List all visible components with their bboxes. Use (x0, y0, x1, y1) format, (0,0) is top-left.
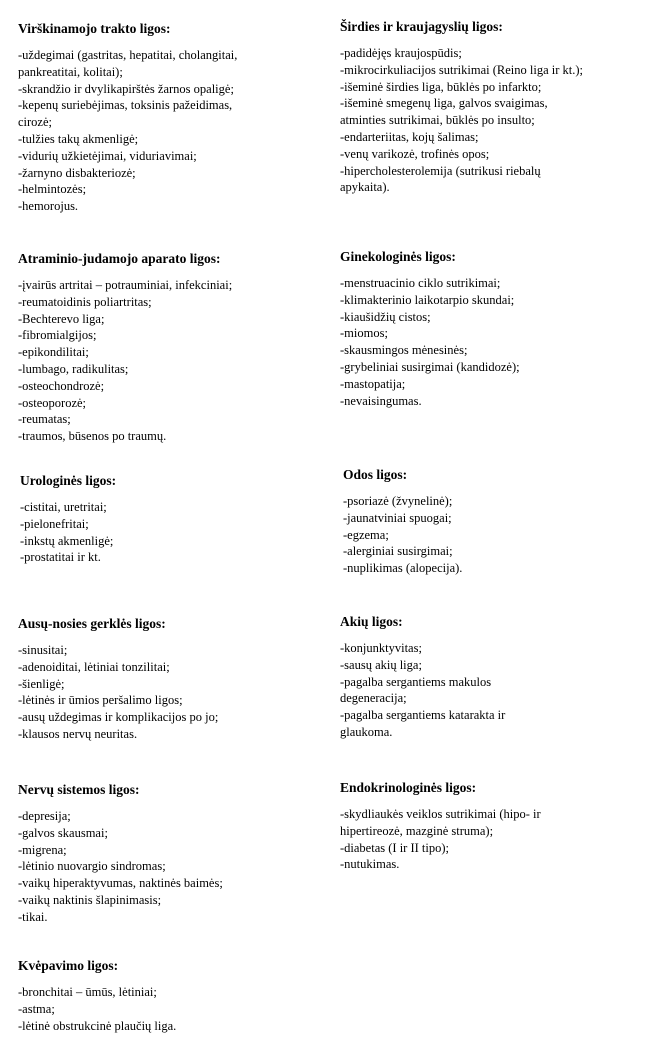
section-title: Nervų sistemos ligos: (18, 782, 140, 797)
section-title: Širdies ir kraujagyslių ligos: (340, 19, 503, 34)
list-item: -klimakterinio laikotarpio skundai; (340, 292, 515, 307)
list-item: -egzema; (343, 527, 389, 542)
list-item: -šienligė; (18, 676, 65, 691)
list-item: -vidurių užkietėjimai, viduriavimai; (18, 148, 197, 163)
list-item: -depresija; (18, 809, 71, 823)
item-list (18, 277, 308, 445)
section-title: Kvėpavimo ligos: (18, 958, 119, 973)
section-title: Ausų-nosies gerklės ligos: (18, 616, 166, 631)
list-item: -žarnyno disbakteriozė; (18, 165, 136, 180)
section-title: Atraminio-judamojo aparato ligos: (18, 251, 221, 266)
item-list (18, 984, 308, 1034)
list-item: -galvos skausmai; (18, 825, 108, 840)
list-item: -lėtinė obstrukcinė plaučių liga. (18, 1018, 177, 1033)
item-list (18, 47, 308, 215)
list-item: -išeminė širdies liga, būklės po infarkto; (340, 79, 542, 94)
section-ent (18, 615, 308, 743)
list-item: -nutukimas. (340, 857, 400, 872)
list-item: -grybeliniai susirgimai (kandidozė); (340, 359, 520, 374)
list-item: -prostatitai ir kt. (20, 550, 101, 565)
list-item: -skausmingos mėnesinės; (340, 343, 468, 358)
list-item: -nuplikimas (alopecija). (343, 561, 463, 576)
list-item: -lėtinės ir ūmios peršalimo ligos; (18, 693, 183, 708)
list-item: -mastopatija; (340, 376, 406, 391)
section-nervous (18, 781, 308, 926)
item-list (340, 45, 630, 196)
list-item: hipertireozė, mazginė struma); (340, 823, 494, 838)
list-item: -uždegimai (gastritas, hepatitai, cholangitai, (18, 48, 238, 62)
item-list (343, 493, 633, 577)
list-item: pankreatitai, kolitai); (18, 64, 123, 79)
list-item: -venų varikozė, trofinės opos; (340, 146, 490, 161)
list-item: -pagalba sergantiems makulos (340, 674, 492, 689)
item-list (340, 275, 630, 409)
list-item: apykaita). (340, 180, 390, 195)
section-eye (340, 613, 630, 741)
list-item: -padidėjęs kraujospūdis; (340, 46, 462, 60)
list-item: -išeminė smegenų liga, galvos svaigimas, (340, 96, 548, 111)
list-item: -fibromialgijos; (18, 328, 97, 343)
list-item: -osteoporozė; (18, 395, 87, 410)
list-item: -kiaušidžių cistos; (340, 309, 431, 324)
list-item: -migrena; (18, 842, 67, 857)
list-item: -epikondilitai; (18, 345, 89, 360)
list-item: -konjunktyvitas; (340, 641, 422, 655)
list-item: -traumos, būsenos po traumų. (18, 429, 167, 444)
list-item: -ausų uždegimas ir komplikacijos po jo; (18, 710, 219, 725)
list-item: -skrandžio ir dvylikapirštės žarnos opaligė; (18, 81, 234, 96)
section-title: Ginekologinės ligos: (340, 249, 456, 264)
list-item: -pagalba sergantiems katarakta ir (340, 708, 506, 723)
list-item: -adenoiditai, lėtiniai tonzilitai; (18, 659, 170, 674)
section-musculoskeletal (18, 250, 308, 445)
list-item: -lumbago, radikulitas; (18, 361, 129, 376)
list-item: -įvairūs artritai – potrauminiai, infekciniai; (18, 278, 233, 292)
list-item: -osteochondrozė; (18, 378, 105, 393)
section-endocrine (340, 779, 630, 873)
list-item: atminties sutrikimai, būklės po insulto; (340, 113, 535, 128)
list-item: -sinusitai; (18, 643, 68, 657)
list-item: glaukoma. (340, 724, 393, 739)
section-title: Odos ligos: (343, 467, 408, 482)
list-item: -mikrocirkuliacijos sutrikimai (Reino liga ir kt.); (340, 62, 584, 77)
list-item: -vaikų hiperaktyvumas, naktinės baimės; (18, 876, 223, 891)
list-item: cirozė; (18, 115, 53, 130)
item-list (18, 808, 308, 926)
section-gynecological (340, 248, 630, 409)
list-item: -menstruacinio ciklo sutrikimai; (340, 276, 501, 290)
list-item: -alerginiai susirgimai; (343, 544, 453, 559)
list-item: -cistitai, uretritai; (20, 500, 107, 514)
list-item: -pielonefritai; (20, 516, 89, 531)
list-item: -hipercholesterolemija (sutrikusi riebalų (340, 163, 541, 178)
item-list (20, 499, 310, 566)
list-item: -bronchitai – ūmūs, lėtiniai; (18, 985, 157, 999)
list-item: -diabetas (I ir II tipo); (340, 840, 449, 855)
section-cardiovascular (340, 18, 630, 196)
list-item: -inkstų akmenligė; (20, 533, 114, 548)
section-title: Urologinės ligos: (20, 473, 117, 488)
list-item: degeneracija; (340, 691, 407, 706)
section-title: Endokrinologinės ligos: (340, 780, 477, 795)
list-item: -psoriazė (žvynelinė); (343, 494, 453, 508)
section-urological (20, 472, 310, 566)
item-list (18, 642, 308, 743)
section-respiratory (18, 957, 308, 1034)
section-digestive (18, 20, 308, 215)
list-item: -reumatoidinis poliartritas; (18, 294, 152, 309)
list-item: -miomos; (340, 326, 388, 341)
list-item: -reumatas; (18, 412, 71, 427)
list-item: -helmintozės; (18, 182, 87, 197)
list-item: -tikai. (18, 909, 48, 924)
list-item: -nevaisingumas. (340, 393, 422, 408)
list-item: -tulžies takų akmenligė; (18, 131, 139, 146)
list-item: -hemorojus. (18, 199, 79, 214)
section-title: Akių ligos: (340, 614, 403, 629)
list-item: -astma; (18, 1001, 55, 1016)
list-item: -endarteriitas, kojų šalimas; (340, 129, 479, 144)
section-skin (343, 466, 633, 577)
section-title: Virškinamojo trakto ligos: (18, 21, 171, 36)
list-item: -kepenų suriebėjimas, toksinis pažeidimas, (18, 98, 233, 113)
item-list (340, 806, 630, 873)
list-item: -klausos nervų neuritas. (18, 726, 138, 741)
list-item: -skydliaukės veiklos sutrikimai (hipo- ir (340, 807, 541, 821)
list-item: -sausų akių liga; (340, 657, 422, 672)
list-item: -vaikų naktinis šlapinimasis; (18, 892, 162, 907)
list-item: -lėtinio nuovargio sindromas; (18, 859, 166, 874)
item-list (340, 640, 630, 741)
list-item: -Bechterevo liga; (18, 311, 105, 326)
list-item: -jaunatviniai spuogai; (343, 510, 452, 525)
